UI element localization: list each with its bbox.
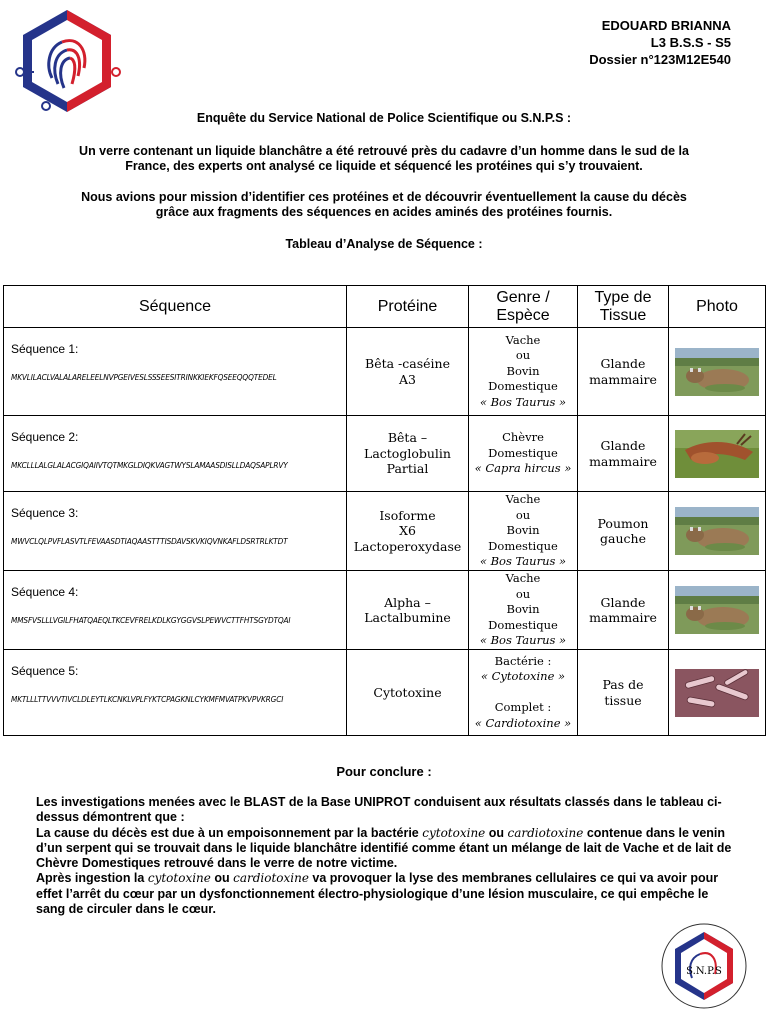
sequence-label: Séquence 1: (11, 342, 79, 356)
species-cell (469, 328, 578, 416)
header-genre-l1: Genre / (496, 288, 550, 306)
sequence-label: Séquence 4: (11, 585, 79, 599)
sequence-label: Séquence 3: (11, 506, 79, 520)
protein-line: Lactoperoxydase (353, 538, 462, 554)
conclusion-p3-b: cytotoxine (147, 871, 211, 886)
header-sequence: Séquence (4, 286, 347, 328)
header-tissue-l2: Tissue (599, 306, 647, 324)
protein-cell (347, 571, 469, 650)
sequence-cell (4, 492, 347, 571)
species-line: ou (515, 586, 531, 601)
tissue-line: Glande (600, 356, 646, 371)
conclusion-p3-a: Après ingestion la (36, 871, 148, 886)
sequence-cell (4, 416, 347, 492)
intro-p2-line2: grâce aux fragments des séquences en acides aminés des protéines fournis. (155, 205, 613, 219)
sequence-label: Séquence 5: (11, 664, 79, 678)
species-line: Vache (505, 492, 541, 507)
sequence-cell (4, 328, 347, 416)
header-genre-l2: Espèce (496, 306, 550, 324)
tissue-cell (578, 571, 669, 650)
protein-line: A3 (399, 371, 416, 387)
tissue-line: Pas de (602, 677, 644, 692)
species-line: Domestique (488, 617, 558, 632)
protein-cell (347, 416, 469, 492)
conclusion-p3 (36, 871, 736, 917)
conclusion-p2-e: contenue dans le venin d’un serpent qui se trouvait dans le liquide blanchâtre identifié comme étant un mélange de lait de Vache et de lait de Chèvre Domestiques retrouvé dans le verre de notre victime. (36, 825, 732, 871)
tissue-line: mammaire (589, 371, 657, 387)
photo-cell (669, 492, 766, 571)
protein-cell (347, 650, 469, 736)
goat-photo (675, 430, 759, 478)
species-line: Bovin (506, 602, 540, 617)
protein-line: Bêta -caséine (365, 356, 450, 371)
tissue-cell (578, 416, 669, 492)
conclusion-p3-c: ou (210, 871, 234, 886)
author-block (589, 17, 731, 68)
tissue-line: Glande (600, 594, 646, 610)
bacteria-photo (675, 669, 759, 717)
protein-cell (347, 328, 469, 416)
sequence-text: MKCLLLALGLALACGIQAIIVTQTMKGLDIQKVAGTWYSLAMAASDISLLDAQSAPLRVY (11, 460, 288, 470)
conclusion-p3-d: cardiotoxine (233, 871, 309, 886)
species-cell (469, 492, 578, 571)
protein-line: Lactoglobulin (364, 445, 451, 461)
species-line: Domestique (488, 538, 558, 553)
header-tissue (578, 286, 669, 328)
table-row (4, 328, 766, 416)
investigation-title: Enquête du Service National de Police Scientifique ou S.N.P.S : (196, 111, 572, 125)
conclusion-p2-b: cytotoxine (422, 825, 486, 840)
species-line: Vache (505, 332, 541, 347)
tissue-line: mammaire (589, 453, 657, 469)
species-cell (469, 416, 578, 492)
sequence-text: MKVLILACLVALALARELEELNVPGEIVESLSSSEESITRINKKIEKFQSEEQQQTEDEL (11, 372, 277, 382)
stamp-text: S.N.P.S (686, 966, 722, 977)
table-header-row (4, 286, 766, 328)
conclusion-text (36, 795, 736, 917)
species-line: Bovin (506, 363, 540, 378)
snps-logo (12, 6, 122, 116)
table-row (4, 571, 766, 650)
species-line: « Capra hircus » (474, 461, 572, 476)
conclusion-p3-e: va provoquer la lyse des membranes cellulaires ce qui va avoir pour effet l’arrêt du cœur par un dysfonctionnement électro-physiologique d’une lésion musculaire, ce qui empêche le sang de circuler dans le cœur. (36, 871, 719, 917)
species-cell (469, 571, 578, 650)
protein-line: X6 (399, 523, 416, 539)
intro-p2-line1: Nous avions pour mission d’identifier ces protéines et de découvrir éventuellement la cause du décès (81, 190, 687, 204)
species-line: Complet : (494, 700, 552, 715)
tissue-line: gauche (600, 531, 646, 546)
protein-line: Isoforme (379, 507, 436, 523)
table-row (4, 416, 766, 492)
conclusion-p2 (36, 826, 736, 872)
species-line: « Cardiotoxine » (474, 715, 572, 730)
species-line (469, 685, 577, 701)
snps-stamp-logo (660, 922, 748, 1010)
tissue-cell (578, 650, 669, 736)
species-line: Bactérie : (494, 653, 552, 668)
intro-p1-line2: France, des experts ont analysé ce liquide et séquencé les protéines qui s’y trouvaient. (125, 159, 643, 173)
header-photo: Photo (669, 286, 766, 328)
photo-cell (669, 328, 766, 416)
sequence-text: MKTLLLTTVVVTIVCLDLEYTLKCNKLVPLFYKTCPAGKNLCYKMFMVATPKVPVKRGCI (11, 694, 284, 704)
species-line: Chèvre (502, 430, 544, 445)
protein-line: Bêta – (387, 430, 428, 446)
dossier-number: Dossier n°123M12E540 (589, 52, 731, 67)
species-cell (469, 650, 578, 736)
tissue-cell (578, 328, 669, 416)
species-line: ou (515, 348, 531, 363)
photo-cell (669, 571, 766, 650)
header-protein: Protéine (347, 286, 469, 328)
cow-photo (675, 586, 759, 634)
species-line: Domestique (488, 445, 558, 460)
tissue-line: mammaire (589, 610, 657, 625)
protein-line: Partial (386, 461, 429, 477)
species-line: « Bos Taurus » (479, 554, 567, 569)
tissue-line: Poumon (597, 515, 649, 531)
sequence-text: MWVCLQLPVFLASVTLFEVAASDTIAQAASTTTISDAVSKVKIQVNKAFLDSRTRLKTDT (11, 536, 288, 546)
photo-cell (669, 650, 766, 736)
table-row (4, 650, 766, 736)
sequence-cell (4, 650, 347, 736)
author-class: L3 B.S.S - S5 (650, 35, 731, 50)
header-genre (469, 286, 578, 328)
sequence-text: MMSFVSLLLVGILFHATQAEQLTKCEVFRELKDLKGYGGVSLPEWVCTTFHTSGYDTQAI (11, 615, 291, 625)
species-line: Domestique (488, 379, 558, 394)
tissue-line: Glande (600, 438, 646, 453)
protein-line: Cytotoxine (373, 684, 442, 700)
protein-cell (347, 492, 469, 571)
sequence-cell (4, 571, 347, 650)
cow-photo (675, 507, 759, 555)
conclusion-p1: Les investigations menées avec le BLAST de la Base UNIPROT conduisent aux résultats classés dans le tableau ci-dessus démontrent que : (36, 795, 722, 825)
species-line: ou (515, 507, 531, 522)
species-line: Bovin (506, 523, 540, 538)
conclusion-p2-d: cardiotoxine (507, 825, 584, 840)
protein-line: Alpha – (384, 594, 431, 610)
header-tissue-l1: Type de (594, 288, 652, 306)
conclusion-p2-c: ou (485, 825, 508, 840)
species-line: « Bos Taurus » (479, 633, 567, 648)
conclusion-p2-a: La cause du décès est due à un empoisonnement par la bactérie (36, 825, 423, 840)
table-title: Tableau d’Analyse de Séquence : (285, 237, 483, 251)
author-name: EDOUARD BRIANNA (601, 18, 731, 33)
intro-p1-line1: Un verre contenant un liquide blanchâtre a été retrouvé près du cadavre d’un homme dans le sud de la (79, 144, 689, 158)
species-line: « Cytotoxine » (480, 669, 566, 684)
photo-cell (669, 416, 766, 492)
cow-photo (675, 348, 759, 396)
sequence-analysis-table (3, 285, 766, 736)
intro-paragraph-1 (40, 144, 728, 174)
species-line: « Bos Taurus » (479, 394, 567, 409)
tissue-cell (578, 492, 669, 571)
tissue-line: tissue (604, 692, 642, 708)
species-line: Vache (505, 571, 541, 586)
protein-line: Lactalbumine (364, 610, 451, 625)
conclusion-title: Pour conclure : (336, 764, 432, 779)
intro-paragraph-2 (40, 190, 728, 220)
sequence-label: Séquence 2: (11, 430, 79, 444)
table-row (4, 492, 766, 571)
